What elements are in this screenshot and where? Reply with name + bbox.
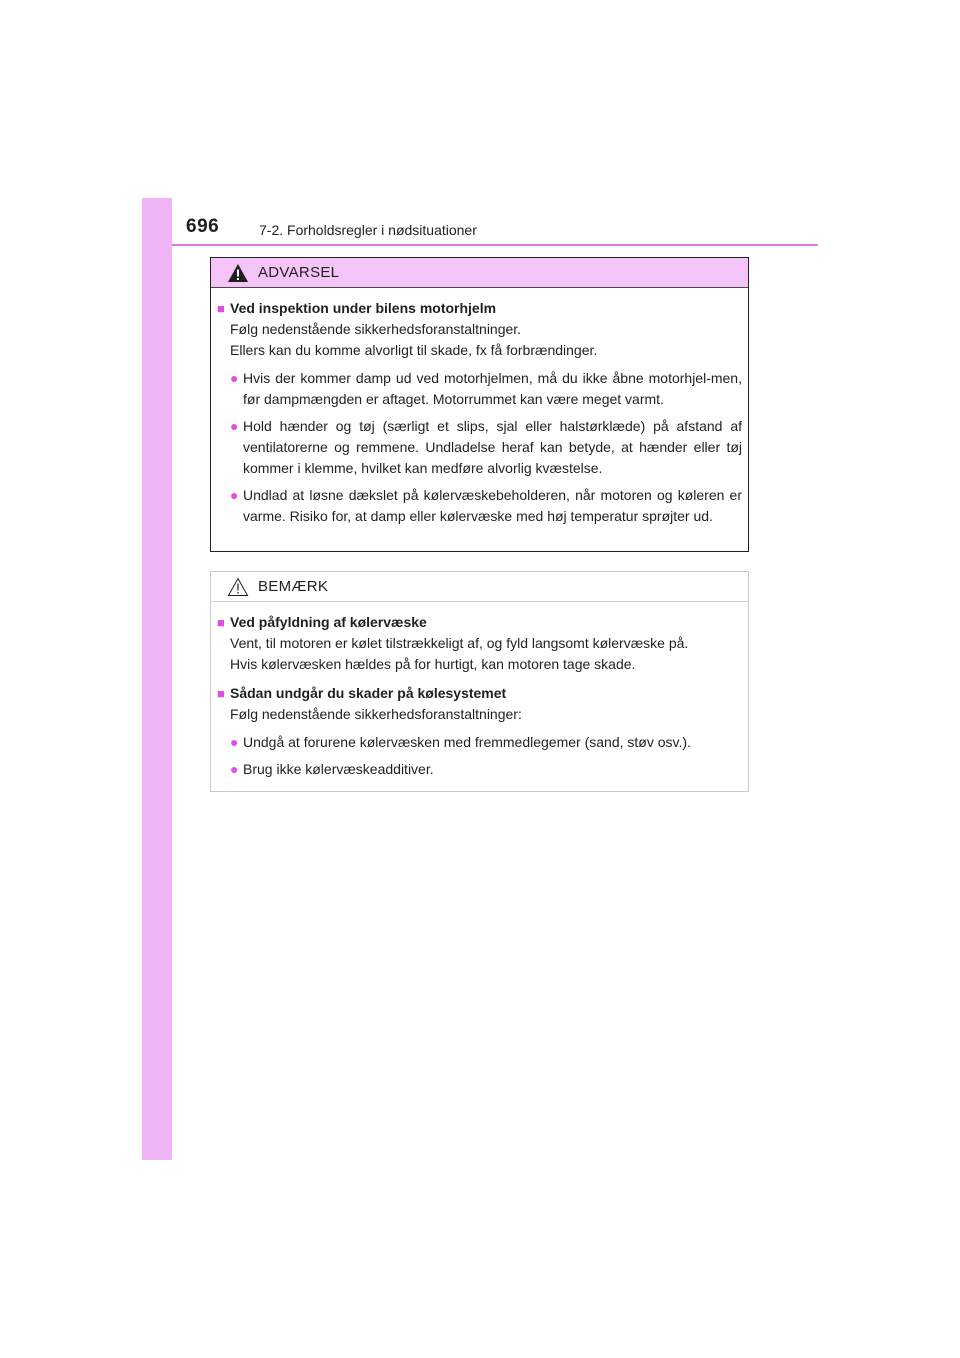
warning-heading: ■ Ved inspektion under bilens motorhjelm — [217, 298, 742, 319]
notice-title: BEMÆRK — [258, 578, 329, 595]
notice-body — [211, 602, 748, 780]
square-bullet-icon: ■ — [217, 615, 225, 630]
notice-box — [210, 571, 749, 792]
notice-header — [211, 572, 748, 602]
dot-bullet-icon: ● — [230, 418, 239, 434]
list-item: ● Undgå at forurene kølervæsken med fremmedlegemer (sand, støv osv.). — [217, 732, 742, 753]
square-bullet-icon: ■ — [217, 301, 225, 316]
dot-bullet-icon: ● — [230, 370, 239, 386]
warning-body — [211, 288, 748, 527]
notice-text-1: Vent, til motoren er kølet tilstrækkeligt af, og fyld langsomt kølervæske på. — [230, 635, 689, 651]
warning-intro-1: Følg nedenstående sikkerhedsforanstaltninger. — [230, 321, 522, 337]
warning-title: ADVARSEL — [258, 264, 340, 281]
warning-box — [210, 257, 749, 552]
caution-triangle-outline-icon — [227, 577, 249, 597]
header-rule — [172, 244, 818, 246]
notice-text-2: Hvis kølervæsken hældes på for hurtigt, kan motoren tage skade. — [230, 656, 636, 672]
square-bullet-icon: ■ — [217, 686, 225, 701]
notice-heading-2: ■ Sådan undgår du skader på kølesystemet — [217, 683, 742, 704]
warning-header — [211, 258, 748, 288]
section-title: 7-2. Forholdsregler i nødsituationer — [259, 222, 477, 238]
list-item: ● Brug ikke kølervæskeadditiver. — [217, 759, 742, 780]
dot-bullet-icon: ● — [230, 487, 239, 503]
notice-heading-1: ■ Ved påfyldning af kølervæske — [217, 612, 742, 633]
notice-intro-2: Følg nedenstående sikkerhedsforanstaltninger: — [230, 706, 522, 722]
warning-intro-2: Ellers kan du komme alvorligt til skade, fx få forbrændinger. — [230, 342, 598, 358]
dot-bullet-icon: ● — [230, 734, 239, 750]
list-item: ● Hvis der kommer damp ud ved motorhjelmen, må du ikke åbne motorhjel-men, før dampmængden er aftaget. Motorrummet kan være meget varmt. — [217, 368, 742, 410]
chapter-side-tab — [142, 198, 172, 1160]
list-item: ● Hold hænder og tøj (særligt et slips, sjal eller halstørklæde) på afstand af ventilatorerne og remmene. Undladelse heraf kan betyde, at hænder eller tøj kommer i klemme, hvilket kan medføre alvorlig kvæstelse. — [217, 416, 742, 479]
list-item: ● Undlad at løsne dækslet på kølervæskebeholderen, når motoren og køleren er varme. Risiko for, at damp eller kølervæske med høj temperatur sprøjter ud. — [217, 485, 742, 527]
warning-triangle-icon — [227, 263, 249, 283]
page-number: 696 — [186, 216, 220, 237]
dot-bullet-icon: ● — [230, 761, 239, 777]
